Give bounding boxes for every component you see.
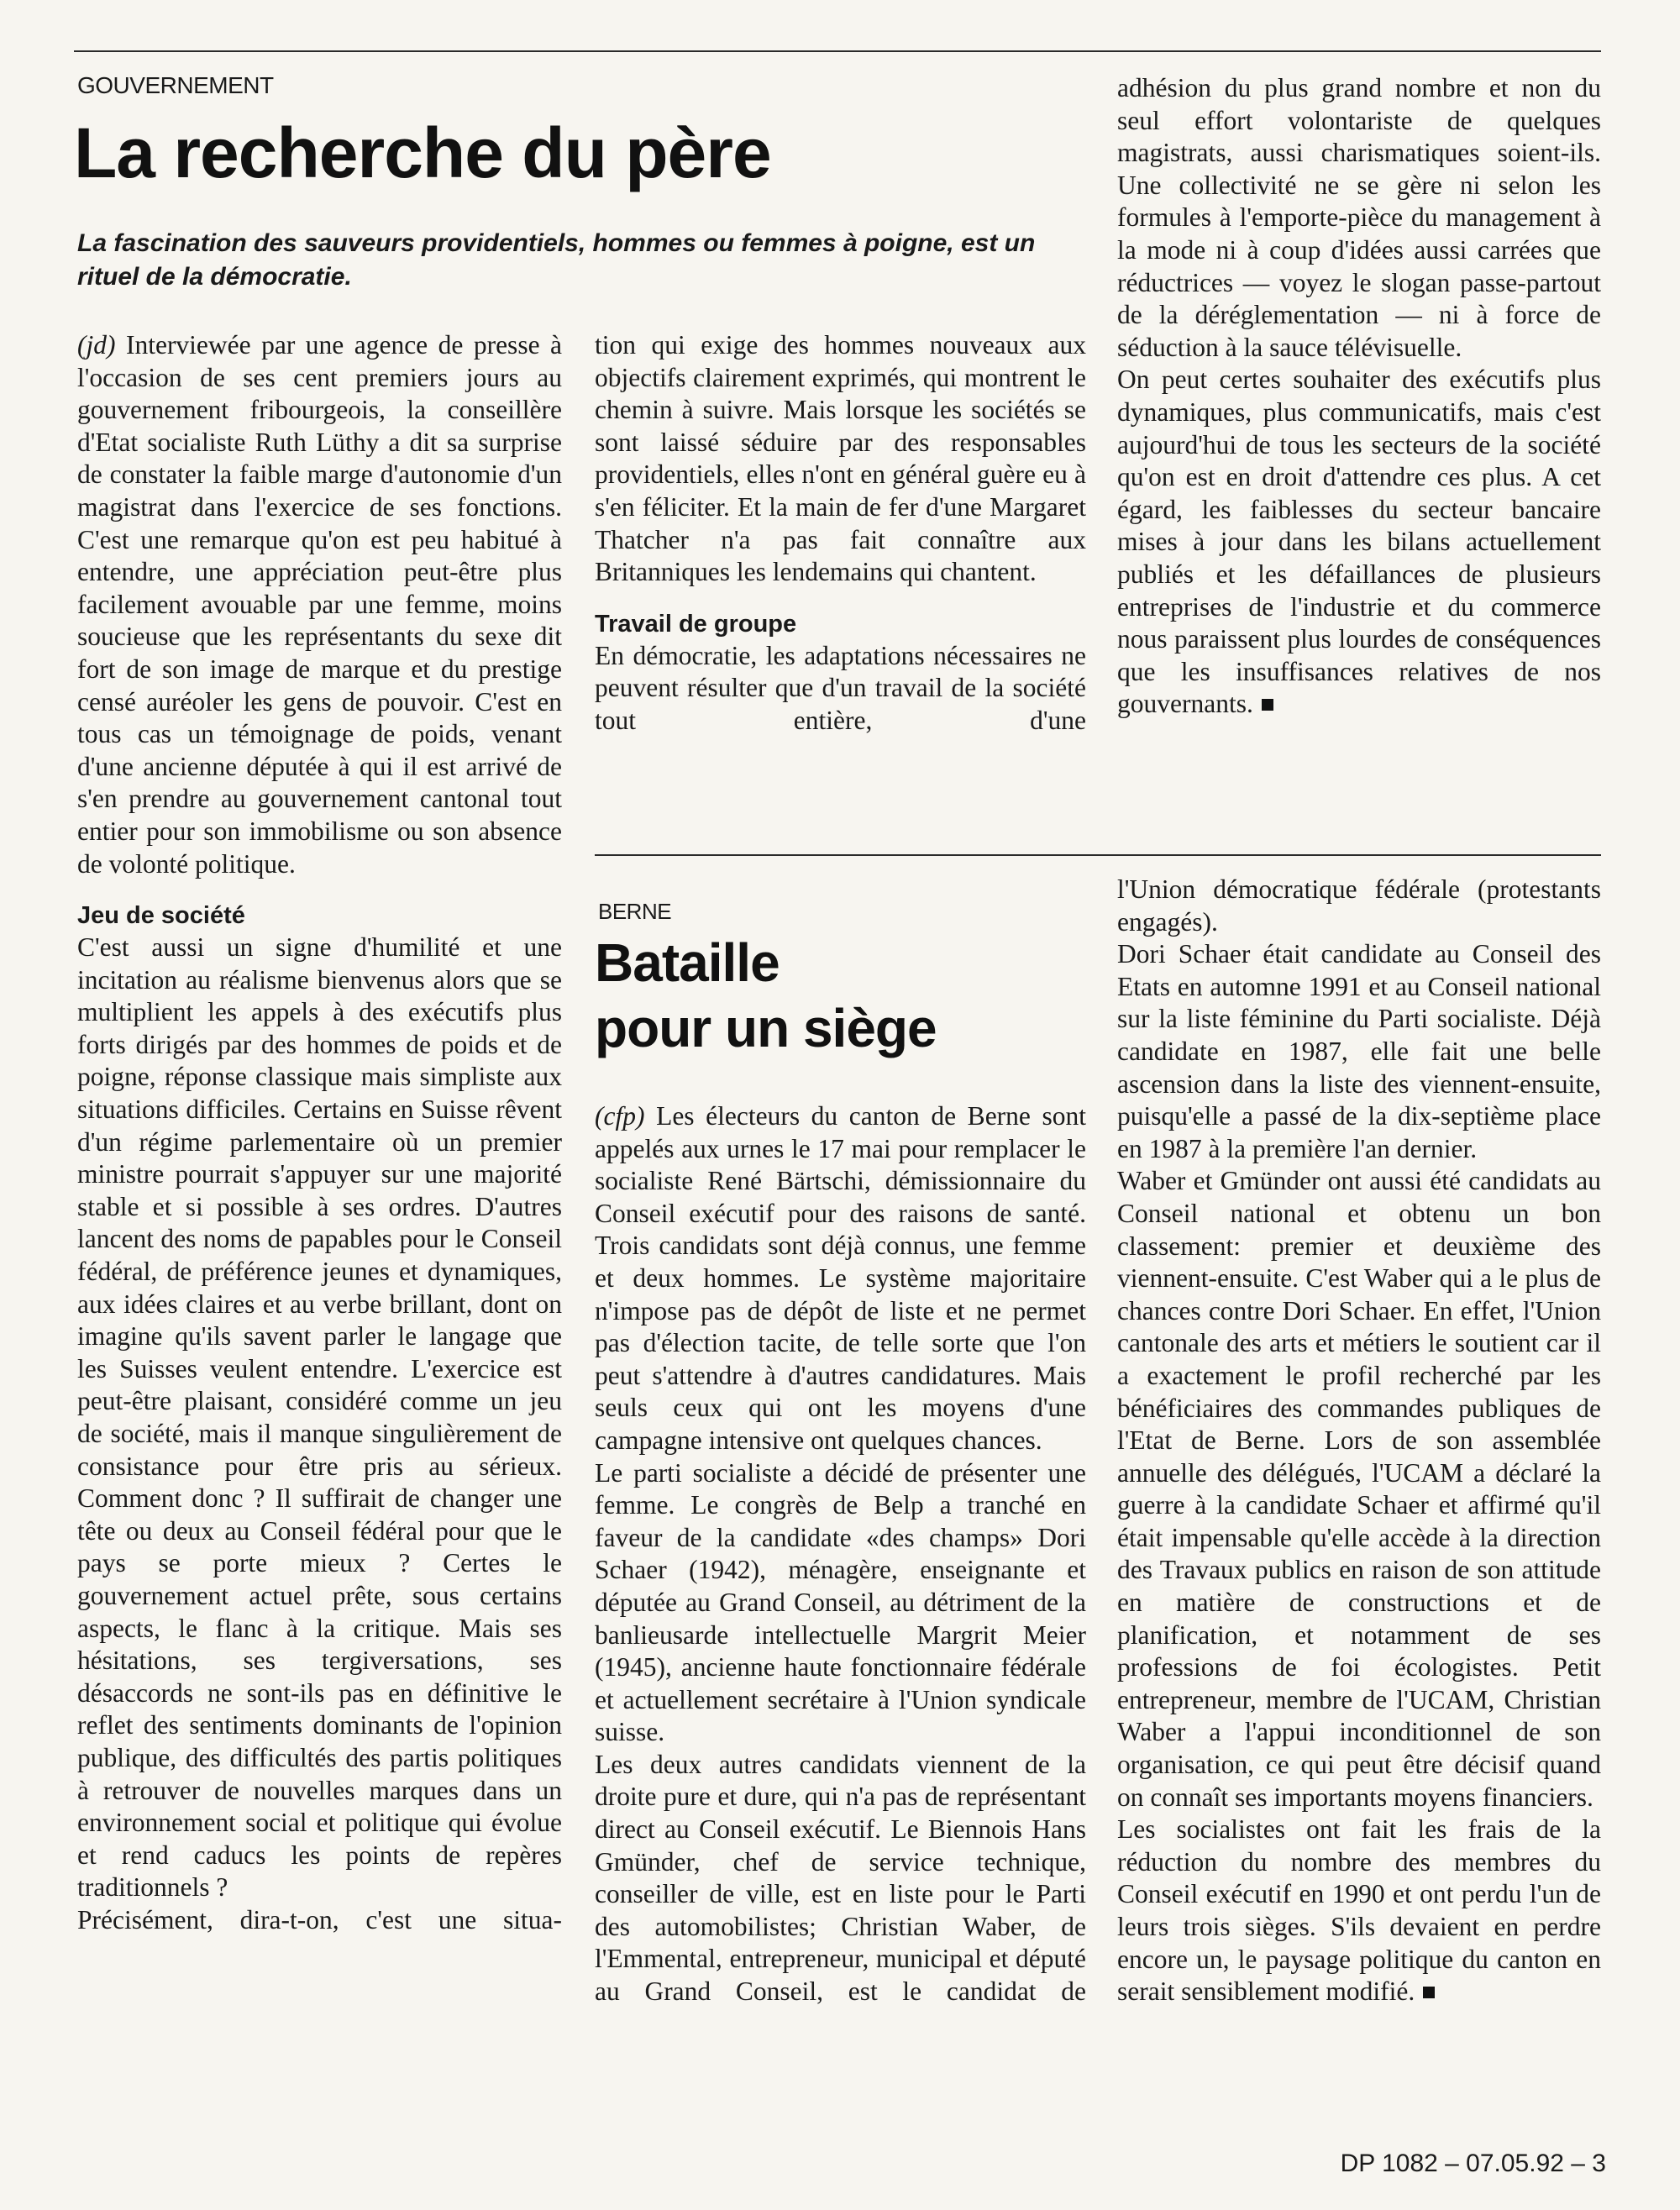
article1-column-1 [77, 329, 562, 1937]
top-rule [74, 50, 1601, 52]
article1-paragraph-2: C'est aussi un signe d'humilité et une incitation au réalisme bienvenus alors que se multiplient les appels à des exécutifs plus forts dirigés par des hommes de poids et de poigne, réponse classique mais simpliste aux situations difficiles. Certains en Suisse rêvent d'un régime parlementaire où un premier ministre pourrait s'appuyer sur une majorité stable et si possible à ses ordres. D'autres lancent des noms de papables pour le Conseil fédéral, de préférence jeunes et dynamiques, aux idées claires et au verbe brillant, dont on imagine qu'ils savent parler le langage que les Suisses veulent entendre. L'exercice est peut-être plaisant, considéré comme un jeu de société, mais il manque singulièrement de consistance pour être pris au sérieux. Comment donc ? Il suffirait de changer une tête ou deux au Conseil fédéral pour que le pays se porte mieux ? Certes le gouvernement actuel prête, sous certains aspects, le flanc à la critique. Mais ses hésitations, ses tergiversations, ses désaccords ne sont-ils pas en définitive le reflet des sentiments dominants de l'opinion publique, des difficultés des partis politiques à retrouver de nouvelles marques dans un environnement social et politique qui évolue et rend caducs les points de repères traditionnels ? [77, 932, 562, 1903]
article1-column-3 [1117, 72, 1601, 721]
article2-title-line-1: Bataille [595, 932, 780, 993]
article2-paragraph-3-cont: l'Union démocratique fédérale (protestants engagés). [1117, 874, 1601, 937]
article2-paragraph-3-start: Les deux autres candidats viennent de la droite pure et dure, qui n'a pas de représentant direct au Conseil exécutif. Le Biennois Hans Gmünder, chef de service technique, conseiller de ville, est en liste pour le Parti des automobilistes; Christian Waber, de l'Emmental, entrepreneur, municipal et député au Grand Conseil, est le candidat de [595, 1749, 1086, 2007]
article2-section-label: BERNE [598, 899, 672, 924]
article2-paragraph-2: Le parti socialiste a décidé de présenter une femme. Le congrès de Belp a tranché en faveur de la candidate «des champs» Dori Schaer (1942), ménagère, enseignante et députée au Grand Conseil, au détriment de la banlieusarde intellectuelle Margrit Meier (1945), ancienne haute fonctionnaire fédérale et actuellement secrétaire à l'Union syndicale suisse. [595, 1457, 1086, 1747]
article1-author-initials: (jd) [77, 330, 116, 360]
page-footer: DP 1082 – 07.05.92 – 3 [1340, 2150, 1606, 2177]
section-divider-rule [595, 854, 1601, 856]
article1-column-2 [595, 329, 1086, 738]
article1-title: La recherche du père [74, 113, 771, 192]
article2-author-initials: (cfp) [595, 1101, 645, 1131]
article1-section-label: GOUVERNEMENT [77, 72, 274, 98]
article2-paragraph-4: Dori Schaer était candidate au Conseil des Etats en automne 1991 et au Conseil national sur la liste féminine du Parti socialiste. Déjà candidate en 1987, elle fait une belle ascension dans la liste des viennent-ensuite, puisqu'elle a passé de la dix-septième place en 1987 à la première l'an dernier. [1117, 939, 1601, 1163]
article1-paragraph-1 [77, 329, 562, 880]
article2-paragraph-1-text: Les électeurs du canton de Berne sont appelés aux urnes le 17 mai pour remplacer le socialiste René Bärtschi, démissionnaire du Conseil exécutif pour des raisons de santé. Trois candidats sont déjà connus, une femme et deux hommes. Le système majoritaire n'impose pas de dépôt de liste et ne permet pas d'élection tacite, de telle sorte que l'on peut s'attendre à d'autres candidatures. Mais seuls ceux qui ont les moyens d'une campagne intensive ont quelques chances. [595, 1101, 1087, 1455]
end-of-article-mark-icon [1423, 1987, 1435, 1998]
article2-paragraph-6-text: Les socialistes ont fait les frais de la réduction du nombre des membres du Conseil exécutif en 1990 et ont perdu l'un de leurs trois sièges. S'ils devaient en perdre encore un, le paysage politique du canton en serait sensiblement modifié. [1117, 1814, 1601, 2007]
article1-paragraph-4-start: En démocratie, les adaptations nécessaires ne peuvent résulter que d'un travail de la société tout entière, d'une [595, 640, 1086, 735]
article1-subhead-travail [595, 607, 1086, 640]
article1-paragraph-5 [1117, 364, 1601, 721]
article1-paragraph-4-cont: adhésion du plus grand nombre et non du seul effort volontariste de quelques magistrats, aussi charismatiques soient-ils. Une collectivité ne se gère ni selon les formules à l'emporte-pièce du management à la mode ni à coup d'idées aussi carrées que réductrices — voyez le slogan passe-partout de la déréglementation — ni à force de séduction à la sauce télévisuelle. [1117, 73, 1601, 362]
article1-paragraph-5-text: On peut certes souhaiter des exécutifs plus dynamiques, plus communicatifs, mais c'est aujourd'hui de tous les secteurs de la société qu'on est en droit d'attendre ces plus. A cet égard, les faiblesses du secteur bancaire mises à jour dans les bilans actuellement publiés et les défaillances de plusieurs entreprises de l'industrie et du commerce nous paraissent plus lourdes de conséquences que les insuffisances relatives de nos gouvernants. [1117, 365, 1601, 719]
article1-subhead-2-text: Travail de groupe [595, 610, 797, 638]
article1-lede: La fascination des sauveurs providentiels, hommes ou femmes à poigne, est un rituel de la démocratie. [77, 229, 1036, 291]
article1-subhead-1-text: Jeu de société [77, 902, 245, 930]
end-of-article-mark-icon [1262, 699, 1273, 711]
article2-paragraph-5: Waber et Gmünder ont aussi été candidats au Conseil national et obtenu un bon classement: premier et deuxième des viennent-ensuite. C'est Waber qui a le plus de chances contre Dori Schaer. En effet, l'Union cantonale des arts et métiers le soutient car il a exactement le profil recherché par les bénéficiaires des commandes publiques de l'Etat de Berne. Lors de son assemblée annuelle des délégués, l'UCAM a déclaré la guerre à la candidate Schaer et affirmé qu'il était impensable qu'elle accède à la direction des Travaux publics en raison de son attitude en matière de constructions et de planification, et notamment de ses professions de foi écologistes. Petit entrepreneur, membre de l'UCAM, Christian Waber a l'appui inconditionnel de son organisation, ce qui peut être décisif quand on connaît ses importants moyens financiers. [1117, 1166, 1601, 1812]
article1-paragraph-3-cont: tion qui exige des hommes nouveaux aux objectifs clairement exprimés, qui montrent le chemin à suivre. Mais lorsque les sociétés se sont laissé séduire par des responsables providentiels, elles n'ont en général guère eu à s'en féliciter. Et la main de fer d'une Margaret Thatcher n'a pas fait connaître aux Britanniques les lendemains qui chantent. [595, 330, 1086, 587]
article1-subhead-jeu [77, 899, 562, 932]
article2-paragraph-1 [595, 1100, 1086, 1457]
article2-paragraph-6 [1117, 1814, 1601, 2008]
article2-column-2 [595, 1100, 1086, 2008]
article2-column-3 [1117, 874, 1601, 2008]
article1-paragraph-1-text: Interviewée par une agence de presse à l'occasion de ses cent premiers jours au gouvernement fribourgeois, la conseillère d'Etat socialiste Ruth Lüthy a dit sa surprise de constater la faible marge d'autonomie d'un magistrat dans l'exercice de ses fonctions. C'est une remarque qu'on est peu habitué à entendre, une appréciation peut-être plus facilement avouable par une femme, moins soucieuse que les représentants du sexe dit fort de son image de marque et du prestige censé auréoler les gens de pouvoir. C'est en tous cas un témoignage de poids, venant d'une ancienne députée à qui il est arrivé de s'en prendre au gouvernement cantonal tout entier pour son immobilisme ou son absence de volonté politique. [77, 330, 563, 879]
article2-title-line-2: pour un siège [595, 998, 937, 1058]
article1-paragraph-3-start: Précisément, dira-t-on, c'est une situa- [77, 1904, 562, 1934]
